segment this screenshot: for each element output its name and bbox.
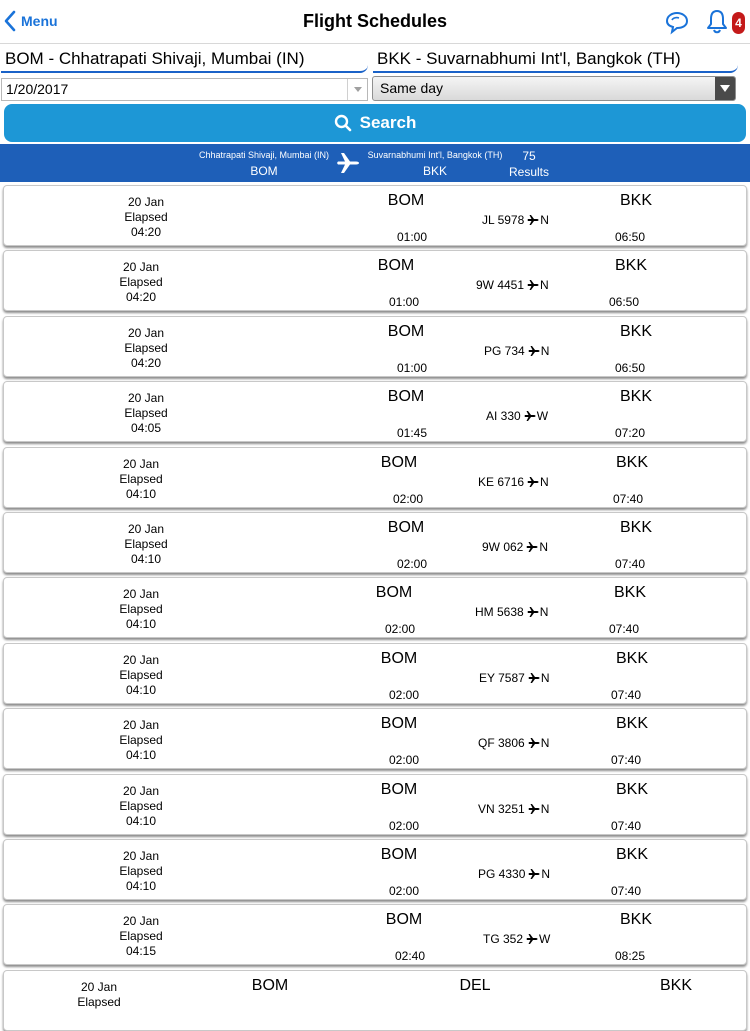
- menu-label: Menu: [21, 13, 58, 29]
- flight-suffix: N: [540, 474, 549, 489]
- origin-code: BOM: [375, 584, 413, 602]
- summary-origin-name: Chhatrapati Shivaji, Mumbai (IN): [198, 150, 330, 160]
- notifications-button[interactable]: [706, 8, 746, 36]
- elapsed-time: 04:20: [130, 355, 162, 370]
- airplane-icon: [527, 606, 539, 618]
- search-button[interactable]: [4, 104, 746, 142]
- flight-list[interactable]: [0, 183, 750, 1009]
- flight-number: VN 3251: [478, 801, 525, 816]
- airplane-icon: [528, 868, 540, 880]
- flight-row[interactable]: [3, 970, 747, 1031]
- flight-number-block: [482, 539, 548, 555]
- elapsed-time: 04:10: [125, 879, 157, 893]
- flight-date-block: [101, 457, 181, 502]
- flight-row[interactable]: [3, 185, 747, 246]
- top-bar: [0, 0, 750, 44]
- origin-code: BOM: [380, 780, 418, 798]
- origin-code: BOM: [380, 649, 418, 667]
- origin-code: BOM: [380, 846, 418, 863]
- flight-suffix: N: [540, 736, 550, 751]
- flight-row[interactable]: [3, 839, 747, 900]
- flight-date: 20 Jan: [122, 783, 160, 798]
- flight-row[interactable]: [3, 381, 747, 442]
- flight-row[interactable]: [3, 708, 747, 769]
- destination-code: BKK: [619, 519, 652, 536]
- flight-date-block: [59, 980, 139, 1010]
- flight-date: 20 Jan: [122, 849, 160, 863]
- flight-row[interactable]: [3, 904, 747, 965]
- arrival-time: 07:40: [614, 557, 646, 571]
- flight-date-block: [101, 849, 181, 894]
- flight-row[interactable]: [3, 774, 747, 835]
- flight-number-block: [475, 604, 548, 620]
- elapsed-time: 04:10: [125, 748, 157, 763]
- flight-number-block: [482, 212, 549, 228]
- flight-number-block: [483, 931, 550, 947]
- flight-number-block: [478, 735, 549, 751]
- elapsed-time: 04:10: [125, 617, 157, 632]
- departure-time: 02:00: [388, 818, 420, 833]
- arrival-time: 07:20: [614, 426, 646, 441]
- origin-code: BOM: [380, 715, 418, 733]
- flight-date-block: [106, 522, 186, 567]
- flight-date-block: [106, 391, 186, 436]
- origin-code: BOM: [387, 519, 425, 536]
- arrival-time: 07:40: [610, 753, 642, 768]
- flight-number-block: [478, 866, 550, 882]
- elapsed-label: Elapsed: [119, 929, 163, 944]
- elapsed-time: 04:10: [125, 813, 157, 828]
- summary-destination-name: Suvarnabhumi Int'l, Bangkok (TH): [367, 150, 503, 160]
- origin-code: BOM: [387, 192, 425, 209]
- airplane-icon: [336, 151, 360, 175]
- airplane-icon: [528, 803, 540, 815]
- elapsed-label: Elapsed: [77, 994, 121, 1009]
- destination-code: BKK: [615, 780, 648, 798]
- origin-code: BOM: [387, 322, 425, 340]
- elapsed-label: Elapsed: [119, 602, 163, 617]
- flight-number: PG 4330: [478, 867, 526, 881]
- summary-origin-code: BOM: [250, 164, 278, 178]
- elapsed-time: 04:15: [125, 944, 157, 959]
- flight-date-block: [101, 653, 181, 698]
- destination-code: BKK: [615, 846, 648, 863]
- flight-number-block: [478, 801, 549, 817]
- elapsed-time: 04:10: [125, 682, 157, 697]
- departure-time: 02:00: [384, 622, 416, 637]
- notification-badge: 4: [732, 12, 745, 34]
- arrival-time: 07:40: [610, 884, 642, 898]
- arrival-time: 07:40: [610, 818, 642, 833]
- airplane-icon: [526, 933, 538, 945]
- flight-suffix: N: [539, 605, 549, 620]
- elapsed-time: 04:05: [130, 421, 162, 436]
- flight-date-block: [101, 914, 181, 959]
- results-count: [504, 149, 554, 180]
- airplane-icon: [524, 410, 536, 422]
- flight-row[interactable]: [3, 447, 747, 508]
- origin-code: BOM: [251, 976, 289, 994]
- flight-number: HM 5638: [475, 605, 524, 620]
- elapsed-time: 04:10: [130, 552, 162, 566]
- flight-date-block: [101, 587, 181, 632]
- flight-suffix: W: [539, 932, 551, 947]
- date-range-value: Same day: [380, 80, 444, 96]
- date-input[interactable]: [1, 78, 368, 101]
- flight-suffix: N: [540, 801, 550, 816]
- flight-date: 20 Jan: [122, 652, 160, 667]
- departure-time: 01:00: [396, 230, 428, 244]
- bell-icon: [706, 8, 728, 34]
- flight-row[interactable]: [3, 643, 747, 704]
- flight-suffix: N: [539, 540, 549, 554]
- departure-time: 02:40: [394, 949, 426, 964]
- destination-code: BKK: [615, 453, 648, 471]
- departure-time: 01:45: [396, 426, 428, 441]
- flight-date-block: [106, 195, 186, 240]
- flight-date: 20 Jan: [122, 914, 160, 929]
- date-dropdown-icon[interactable]: [347, 79, 367, 100]
- flight-number-block: [478, 474, 549, 490]
- arrival-time: 08:25: [614, 949, 646, 964]
- flight-date: 20 Jan: [127, 391, 165, 406]
- elapsed-label: Elapsed: [124, 406, 168, 421]
- destination-code: BKK: [619, 322, 652, 340]
- flight-date: 20 Jan: [127, 522, 165, 536]
- flight-suffix: W: [536, 409, 549, 424]
- origin-code: BOM: [380, 453, 418, 471]
- airplane-icon: [527, 279, 539, 291]
- destination-code: BKK: [613, 584, 646, 602]
- flight-suffix: N: [540, 278, 549, 293]
- origin-code: BOM: [377, 257, 415, 275]
- flight-number: JL 5978: [482, 213, 525, 227]
- elapsed-label: Elapsed: [119, 798, 163, 813]
- elapsed-label: Elapsed: [124, 340, 168, 355]
- arrival-time: 06:50: [614, 360, 646, 375]
- flight-date-block: [101, 718, 181, 763]
- chevron-down-icon: [715, 77, 735, 100]
- origin-airport-input[interactable]: BOM - Chhatrapati Shivaji, Mumbai (IN): [1, 45, 368, 73]
- flight-date: 20 Jan: [122, 456, 160, 471]
- departure-time: 01:00: [396, 360, 428, 375]
- flight-number: PG 734: [484, 343, 525, 358]
- elapsed-label: Elapsed: [119, 471, 163, 486]
- departure-time: 02:00: [388, 884, 420, 898]
- airplane-icon: [527, 476, 539, 488]
- airplane-icon: [526, 541, 538, 553]
- departure-time: 01:00: [388, 295, 420, 310]
- elapsed-label: Elapsed: [119, 864, 163, 878]
- elapsed-time: 04:20: [130, 225, 162, 239]
- arrival-time: 07:40: [608, 622, 640, 637]
- destination-code: BKK: [614, 257, 647, 275]
- flight-number-block: [484, 343, 549, 359]
- flight-number-block: [479, 670, 550, 686]
- elapsed-label: Elapsed: [119, 275, 163, 290]
- flight-number-block: [486, 408, 548, 424]
- elapsed-label: Elapsed: [119, 733, 163, 748]
- origin-code: BOM: [385, 911, 423, 929]
- arrival-time: 06:50: [614, 230, 646, 244]
- results-count-value: 75: [522, 149, 536, 163]
- flight-row[interactable]: [3, 577, 747, 638]
- flight-date: 20 Jan: [122, 260, 160, 275]
- flight-number: 9W 062: [482, 540, 524, 554]
- arrival-time: 06:50: [608, 295, 640, 310]
- destination-code: BKK: [619, 388, 652, 406]
- destination-code: BKK: [615, 715, 648, 733]
- flight-date-block: [101, 260, 181, 305]
- destination-code: BKK: [615, 649, 648, 667]
- flight-date: 20 Jan: [80, 979, 118, 994]
- summary-destination: [364, 149, 506, 179]
- summary-origin: [196, 149, 332, 179]
- flight-date: 20 Jan: [122, 718, 160, 733]
- origin-code: BOM: [387, 388, 425, 406]
- departure-time: 02:00: [388, 753, 420, 768]
- elapsed-time: 04:10: [125, 486, 157, 501]
- route-summary-bar: [0, 144, 750, 182]
- flight-number: QF 3806: [478, 736, 525, 751]
- flight-suffix: N: [540, 670, 550, 685]
- flight-row[interactable]: [3, 316, 747, 377]
- flight-number: KE 6716: [478, 474, 525, 489]
- departure-time: 02:00: [392, 491, 424, 506]
- flight-date: 20 Jan: [122, 587, 160, 602]
- destination-code: BKK: [619, 911, 652, 929]
- arrival-time: 07:40: [610, 687, 642, 702]
- search-button-label: Search: [359, 113, 417, 132]
- flight-suffix: N: [540, 213, 549, 227]
- flight-row[interactable]: [3, 512, 747, 573]
- flight-row[interactable]: [3, 250, 747, 311]
- airplane-icon: [528, 672, 540, 684]
- flight-date: 20 Jan: [127, 325, 165, 340]
- flight-number: AI 330: [486, 409, 521, 424]
- airplane-icon: [528, 345, 540, 357]
- flight-suffix: N: [540, 343, 550, 358]
- airplane-icon: [528, 737, 540, 749]
- flight-number: 9W 4451: [476, 278, 525, 293]
- flight-number: EY 7587: [479, 670, 525, 685]
- flight-date-block: [101, 784, 181, 829]
- departure-time: 02:00: [388, 687, 420, 702]
- flight-suffix: N: [541, 867, 551, 881]
- date-range-select[interactable]: [372, 76, 736, 101]
- via-code: DEL: [459, 976, 491, 994]
- flight-date: 20 Jan: [127, 195, 165, 209]
- page-title: Flight Schedules: [302, 11, 448, 31]
- elapsed-label: Elapsed: [119, 667, 163, 682]
- airplane-icon: [527, 214, 539, 226]
- search-icon: [334, 114, 352, 132]
- flight-number: TG 352: [483, 932, 524, 947]
- destination-code: BKK: [619, 192, 652, 209]
- departure-time: 02:00: [396, 557, 428, 571]
- arrival-time: 07:40: [612, 491, 644, 506]
- destination-code: BKK: [659, 976, 692, 994]
- destination-airport-input[interactable]: BKK - Suvarnabhumi Int'l, Bangkok (TH): [373, 45, 738, 73]
- elapsed-label: Elapsed: [124, 537, 168, 551]
- elapsed-time: 04:20: [125, 290, 157, 305]
- elapsed-label: Elapsed: [124, 210, 168, 224]
- flight-date-block: [106, 326, 186, 371]
- chat-icon[interactable]: [664, 10, 690, 34]
- flight-number-block: [476, 277, 549, 293]
- summary-destination-code: BKK: [422, 164, 447, 178]
- date-value: 1/20/2017: [6, 81, 69, 97]
- results-count-label: Results: [508, 165, 549, 179]
